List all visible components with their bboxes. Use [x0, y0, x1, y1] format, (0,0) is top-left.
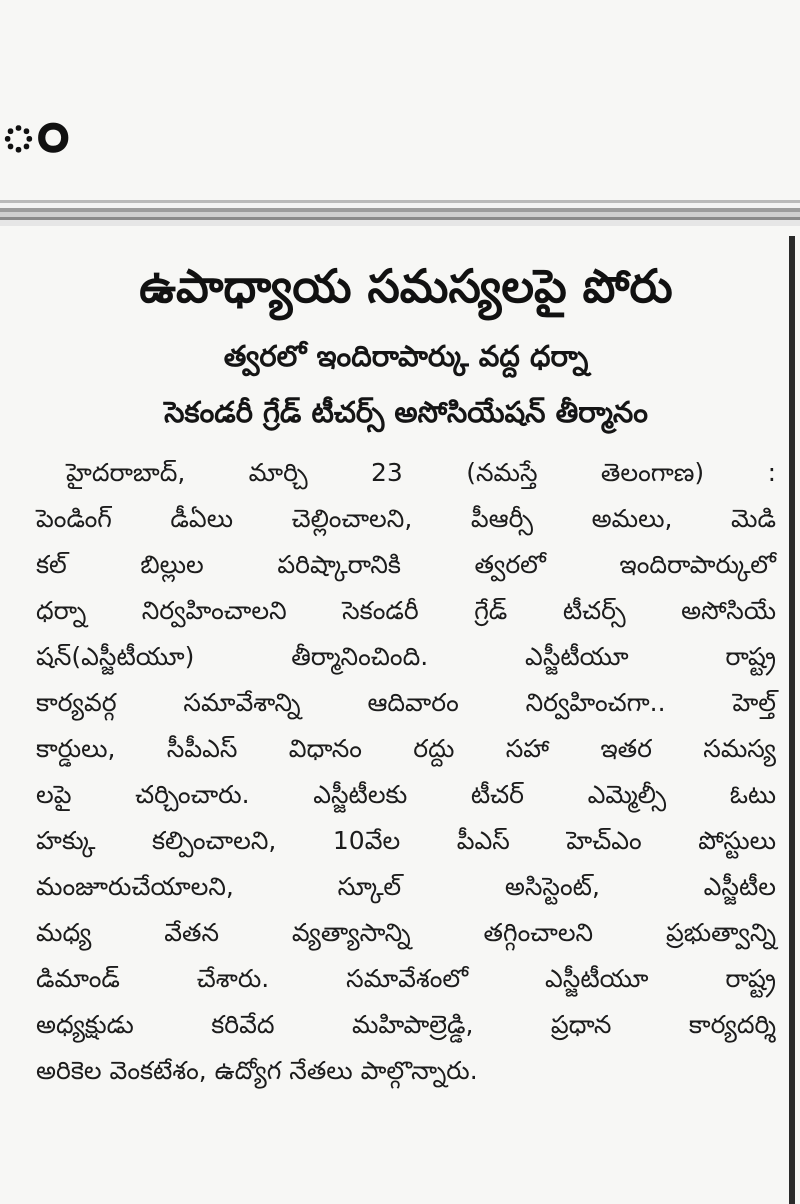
body-line: ధర్నా నిర్వహించాలని సెకండరీ గ్రేడ్ టీచర్స్ అసోసియే	[36, 596, 776, 625]
body-line: అధ్యక్షుడు కరివేద మహిపాల్రెడ్డి, ప్రధాన కార్యదర్శి	[36, 1010, 776, 1039]
masthead-partial-glyph: ం	[0, 93, 70, 167]
body-line: షన్(ఎస్జీటీయూ) తీర్మానించింది. ఎస్జీటీయూ రాష్ట్ర	[36, 642, 776, 671]
masthead-rule	[0, 200, 800, 226]
news-article	[36, 244, 776, 1094]
body-line: మధ్య వేతన వ్యత్యాసాన్ని తగ్గించాలని ప్రభుత్వాన్ని	[36, 918, 776, 947]
body-line: లపై చర్చించారు. ఎస్జీటీలకు టీచర్ ఎమ్మెల్సీ ఓటు	[36, 780, 776, 809]
body-line: అరికెల వెంకటేశం, ఉద్యోగ నేతలు పాల్గొన్నారు.	[36, 1056, 478, 1085]
body-line: హక్కు కల్పించాలని, 10వేల పీఎస్ హెచ్ఎం పోస్టులు	[36, 826, 776, 855]
subheadline-2: సెకండరీ గ్రేడ్ టీచర్స్ అసోసియేషన్ తీర్మానం	[164, 395, 648, 429]
column-divider	[789, 236, 795, 1204]
body-line: మంజూరుచేయాలని, స్కూల్ అసిస్టెంట్, ఎస్జీటీల	[36, 872, 776, 901]
subheadline-1: త్వరలో ఇందిరాపార్కు వద్ద ధర్నా	[223, 339, 589, 373]
body-line: కార్డులు, సీపీఎస్ విధానం రద్దు సహా ఇతర సమస్య	[36, 734, 776, 763]
body-line: డిమాండ్ చేశారు. సమావేశంలో ఎస్జీటీయూ రాష్ట్ర	[36, 964, 776, 993]
body-line: పెండింగ్ డీఏలు చెల్లించాలని, పీఆర్సీ అమలు, మెడి	[36, 504, 776, 533]
body-line: కార్యవర్గ సమావేశాన్ని ఆదివారం నిర్వహించగా.. హెల్త్	[36, 688, 776, 717]
body-line: కల్ బిల్లుల పరిష్కారానికి త్వరలో ఇందిరాపార్కులో	[36, 550, 776, 579]
body-line: హైదరాబాద్, మార్చి 23 (నమస్తే తెలంగాణ) :	[66, 458, 776, 487]
article-body	[36, 450, 776, 1094]
headline: ఉపాధ్యాయ సమస్యలపై పోరు	[139, 259, 673, 313]
